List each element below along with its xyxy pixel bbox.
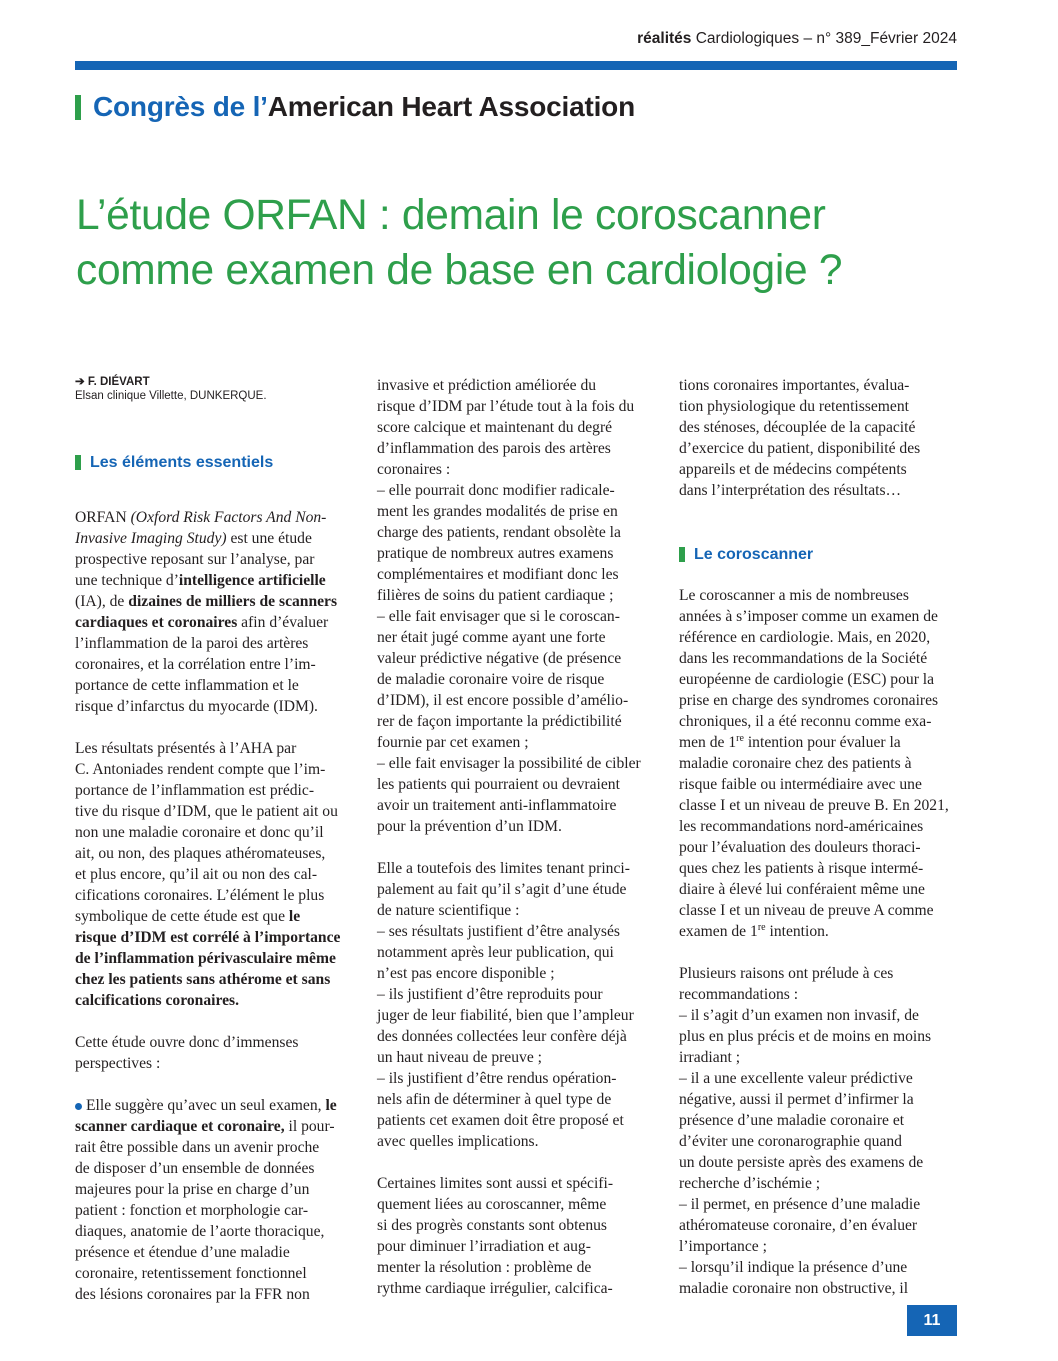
bullet-paragraph: Elle suggère qu’avec un seul examen, le scanner cardiaque et coronaire, il pour- rait être possible dans un avenir proche de disposer d’un ensemble de données majeures pour la prise en charge d’un patient : fonction et morphologie car- diaques, anatomie de l’aorte thoracique, présence et étendue d’une maladie coronaire, retentissement fonctionnel des lésions coronaires par la FFR non — [75, 1097, 337, 1303]
running-header — [637, 30, 957, 48]
bullet-icon — [75, 1103, 82, 1110]
journal-issue: Cardiologiques – n° 389_Février 2024 — [695, 30, 957, 47]
column-1 — [75, 375, 354, 1305]
author-affiliation: Elsan clinique Villette, DUNKERQUE. — [75, 390, 267, 402]
paragraph: tions coronaires importantes, évalua- tion physiologique du retentissement des sténoses, découplée de la capacité d’exercice du patient, disponibilité des appareils et de médecins compétents dans l’interprétation des résultats… — [679, 377, 921, 499]
section-heading — [75, 90, 635, 124]
subhead-coroscanner — [679, 544, 958, 565]
section-heading-part1: Congrès de l’ — [93, 91, 268, 122]
paragraph: Certaines limites sont aussi et spécifi- quement liées au coroscanner, même si des progrès constants sont obtenus pour diminuer l’irradiation et aug- menter la résolution : problème de rythme cardiaque irrégulier, calcifica- — [377, 1175, 614, 1297]
title-line-2: comme examen de base en cardiologie ? — [76, 247, 843, 294]
page-number: 11 — [907, 1305, 957, 1336]
header-rule — [75, 61, 957, 70]
subhead-marker — [679, 547, 685, 562]
paragraph: Le coroscanner a mis de nombreuses années à s’imposer comme un examen de référence en cardiologie. Mais, en 2020, dans les recommandations de la Société européenne de cardiologie (ESC) pour la prise en charge des syndromes coronaires chroniques, il a été reconnu comme exa- men de 1re intention pour évaluer la maladie coronaire chez des patients à risque faible ou intermédiaire avec une classe I et un niveau de preuve B. En 2021, les recommandations nord-américaines pour l’évaluation des douleurs thoraci- ques chez les patients à risque intermé- diaire à élevé lui conféraient même une classe I et un niveau de preuve A comme examen de 1re intention. — [679, 587, 949, 940]
subhead-marker — [75, 455, 81, 470]
author-name: F. DIÉVART — [87, 376, 150, 388]
section-marker — [75, 95, 81, 120]
section-heading-part2: American Heart Association — [267, 91, 635, 122]
title-line-1: L’étude ORFAN : demain le coroscanner — [76, 192, 826, 239]
paragraph: ORFAN (Oxford Risk Factors And Non- Invasive Imaging Study) est une étude prospective reposant sur l’analyse, par une technique d’intelligence artificielle (IA), de dizaines de milliers de scanners cardiaques et coronaires afin d’évaluer l’inflammation de la paroi des artères coronaires, et la corrélation entre l’im- portance de cette inflammation et le risque d’infarctus du myocarde (IDM). — [75, 509, 338, 715]
journal-brand: réalités — [637, 30, 692, 47]
paragraph: Les résultats présentés à l’AHA par C. Antoniades rendent compte que l’im- portance de l’inflammation est prédic- tive du risque d’IDM, que le patient ait ou non une maladie coronaire et donc qu’il ait, ou non, des plaques athéromateuses, et plus encore, qu’il ait ou non des cal- cifications coronaires. L’élément le plus symbolique de cette étude est que le risque d’IDM est corrélé à l’importance de l’inflammation périvasculaire même chez les patients sans athérome et sans calcifications coronaires. — [75, 740, 341, 1009]
paragraph: Elle a toutefois des limites tenant princi- palement au fait qu’il s’agit d’une étude de nature scientifique : – ses résultats justifient d’être analysés notamment après leur publication, qui n’est pas encore disponible ; – ils justifient d’être reproduits pour juger de leur fiabilité, bien que l’ampleur des données collectées leur confère déjà un haut niveau de preuve ; – ils justifient d’être rendus opération- nels afin de déterminer à quel type de patients cet examen doit être proposé et avec quelles implications. — [377, 860, 634, 1150]
paragraph: Cette étude ouvre donc d’immenses perspectives : — [75, 1034, 299, 1072]
subhead-coroscanner-label: Le coroscanner — [694, 546, 814, 563]
paragraph: Plusieurs raisons ont prélude à ces recommandations : – il s’agit d’un examen non invasif, de plus en plus précis et de moins en moins irradiant ; – il a une excellente valeur prédictive négative, aussi il permet d’infirmer la présence d’une maladie coronaire et d’éviter une coronarographie quand un doute persiste après des examens de recherche d’ischémie ; – il permet, en présence d’une maladie athéromateuse coronaire, d’en évaluer l’importance ; – lorsqu’il indique la présence d’une maladie coronaire non obstructive, il — [679, 965, 932, 1297]
paragraph: invasive et prédiction améliorée du risque d’IDM par l’étude tout à la fois du score calcique et maintenant du degré d’inflammation des parois des artères coronaires : – elle pourrait donc modifier radicale- ment les grandes modalités de prise en charge des patients, rendant obsolète la pratique de nombreux autres examens complémentaires et modifiant donc les filières de soins du patient cardiaque ; – elle fait envisager que si le coroscan- ner était jugé comme ayant une forte valeur prédictive négative (de présence de maladie coronaire voire de risque d’IDM), il est encore possible d’amélio- rer de façon importante la prédictibilité fournie par cet examen ; – elle fait envisager la possibilité de cibler les patients qui pourraient ou devraient avoir un traitement anti-inflammatoire pour la prévention d’un IDM. — [377, 377, 641, 835]
subhead-essentials-label: Les éléments essentiels — [90, 454, 274, 471]
author-block — [75, 375, 354, 403]
arrow-icon: ➔ — [75, 376, 85, 388]
column-2 — [377, 375, 656, 1299]
column-3 — [679, 375, 958, 1299]
article-title — [76, 188, 976, 298]
subhead-essentials — [75, 452, 354, 473]
